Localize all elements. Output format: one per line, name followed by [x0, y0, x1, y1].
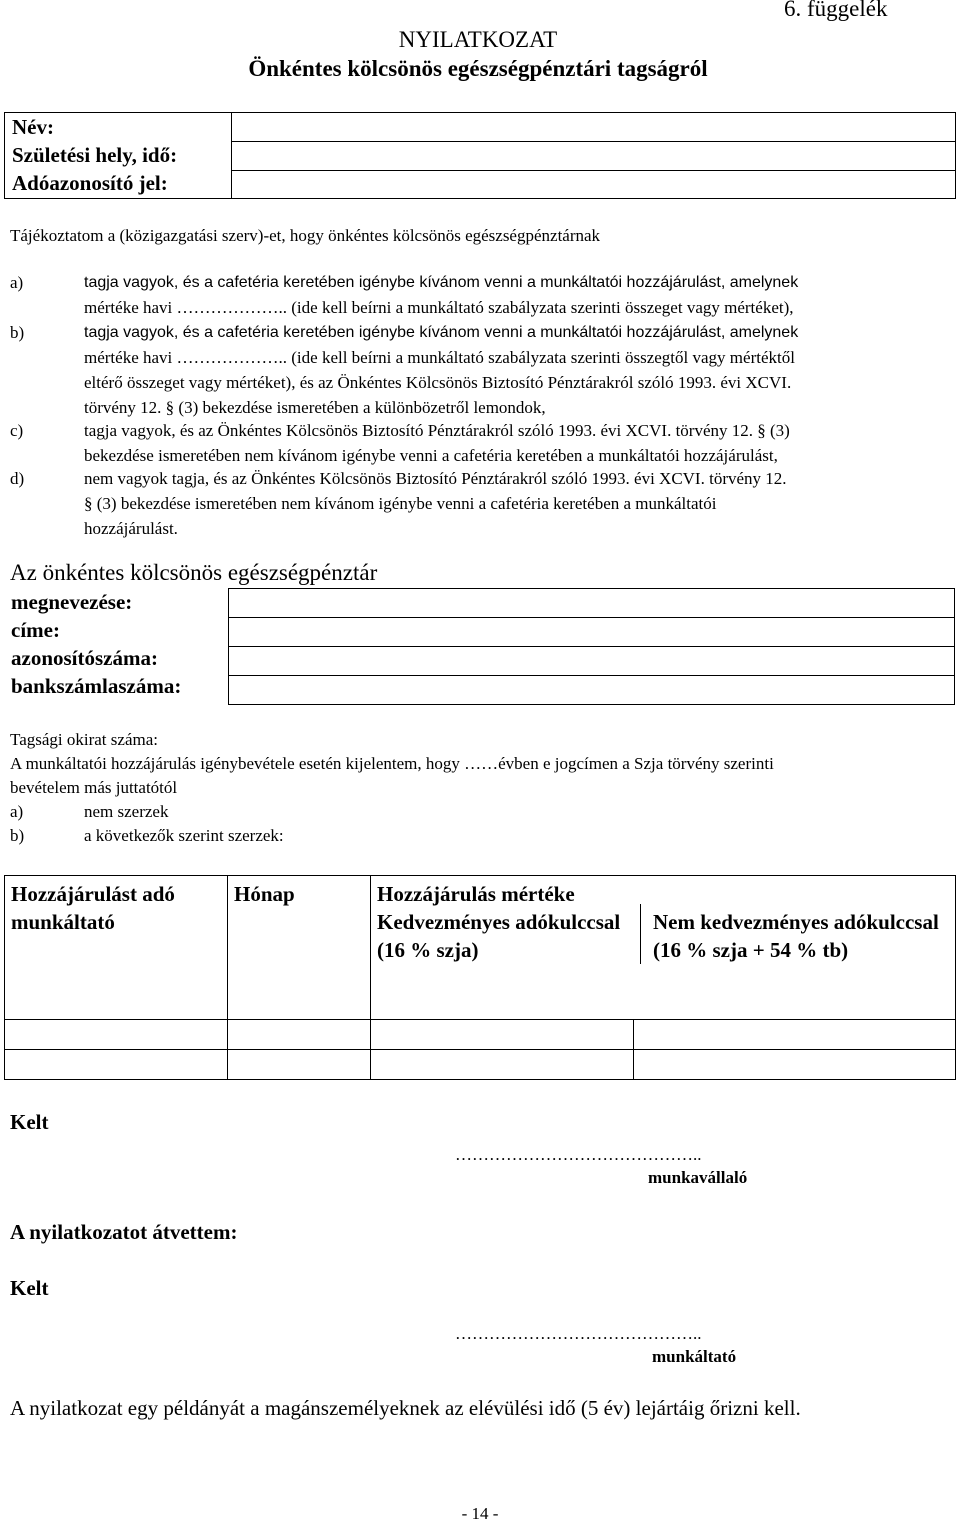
- birth-label-text: Születési hely, idő:: [12, 143, 178, 167]
- non-preferential-cell-2[interactable]: [634, 1050, 956, 1080]
- declaration-a-mark: a): [10, 802, 24, 821]
- employer-cell-1[interactable]: [5, 1020, 228, 1050]
- fund-address-label: címe:: [11, 618, 60, 642]
- fund-bank-field[interactable]: [229, 676, 955, 705]
- option-d-mark: d): [10, 469, 25, 488]
- declaration-b-mark: b): [10, 826, 25, 845]
- appendix-label: 6. függelék: [784, 0, 888, 21]
- retention-note: A nyilatkozat egy példányát a magánszemélyeknek az elévülési idő (5 év) lejártáig őrizni kell.: [10, 1396, 801, 1420]
- employee-role-label: munkavállaló: [648, 1168, 748, 1187]
- signature-line-employee: ……………………………………..: [455, 1145, 702, 1164]
- kelt-label-2: Kelt: [10, 1276, 49, 1300]
- signature-line-employer: ……………………………………..: [455, 1324, 702, 1343]
- personal-data-values[interactable]: [232, 113, 956, 199]
- fund-id-field[interactable]: [229, 647, 955, 676]
- option-c-text: [84, 418, 944, 468]
- personal-data-table: [4, 112, 956, 199]
- preferential-cell-1[interactable]: [371, 1020, 634, 1050]
- tax-id-label-text: Adóazonosító jel:: [12, 171, 168, 195]
- contribution-subheaders: [377, 908, 949, 964]
- fund-name-label: megnevezése:: [11, 590, 133, 614]
- intro-text: Tájékoztatom a (közigazgatási szerv)-et, hogy önkéntes kölcsönös egészségpénztárnak: [10, 226, 601, 245]
- option-d-line-1: nem vagyok tagja, és az Önkéntes Kölcsönös Biztosító Pénztárakról szóló 1993. évi XCVI. törvény 12.: [84, 469, 787, 488]
- name-label: [5, 113, 232, 199]
- name-field[interactable]: [232, 113, 955, 142]
- document-subtitle: Önkéntes kölcsönös egészségpénztári tagságról: [248, 56, 708, 81]
- fund-heading: Az önkéntes kölcsönös egészségpénztár: [10, 560, 378, 585]
- option-a-text: [84, 270, 944, 320]
- employer-role-label: munkáltató: [652, 1347, 737, 1366]
- fund-bank-label: bankszámlaszáma:: [11, 674, 182, 698]
- col-contribution-header: [371, 876, 956, 1020]
- fund-fields: [228, 588, 955, 705]
- fund-labels: [4, 588, 228, 700]
- option-d-text: [84, 466, 944, 541]
- fund-id-label: azonosítószáma:: [11, 646, 158, 670]
- birth-field[interactable]: [232, 142, 955, 171]
- kelt-label-1: Kelt: [10, 1110, 49, 1134]
- tax-id-field[interactable]: [232, 171, 955, 198]
- fund-name-field[interactable]: [229, 589, 955, 618]
- option-a-mark: a): [10, 273, 24, 292]
- declaration-a-text: nem szerzek: [84, 802, 169, 821]
- option-b-line-2: mértéke havi ……………….. (ide kell beírni a munkáltató szabályzata szerinti összegtől vagy mértéktől: [84, 348, 795, 367]
- name-label-text: Név:: [12, 115, 54, 139]
- declaration-b-text: a következők szerint szerzek:: [84, 826, 284, 845]
- membership-label: Tagsági okirat száma:: [10, 730, 158, 749]
- option-c-line-2: bekezdése ismeretében nem kívánom igénybe venni a cafetéria keretében a munkáltatói hozzájárulást,: [84, 446, 778, 465]
- page-number: - 14 -: [461, 1504, 499, 1523]
- month-cell-2[interactable]: [228, 1050, 371, 1080]
- non-preferential-cell-1[interactable]: [634, 1020, 956, 1050]
- employer-cell-2[interactable]: [5, 1050, 228, 1080]
- col-employer-header: Hozzájárulást adó munkáltató: [5, 876, 228, 1020]
- option-c-mark: c): [10, 421, 24, 440]
- option-b-text: [84, 320, 944, 420]
- option-d-line-3: hozzájárulást.: [84, 519, 178, 538]
- col-non-preferential-header: Nem kedvezményes adókulccsal (16 % szja + 54 % tb): [640, 904, 949, 964]
- col-preferential-header: Kedvezményes adókulccsal (16 % szja): [377, 910, 621, 962]
- option-b-line-3: eltérő összeget vagy mértéket), és az Önkéntes Kölcsönös Biztosító Pénztárakról szóló 1993. évi XCVI.: [84, 373, 792, 392]
- document-title: NYILATKOZAT: [398, 27, 558, 52]
- option-b-line-1: tagja vagyok, és a cafetéria keretében igénybe kívánom venni a munkáltatói hozzájárulást, amelynek: [84, 324, 799, 341]
- option-b-mark: b): [10, 323, 25, 342]
- declaration-line-1: A munkáltatói hozzájárulás igénybevétele esetén kijelentem, hogy ……évben e jogcímen a Szja törvény szerinti: [10, 754, 774, 773]
- preferential-cell-2[interactable]: [371, 1050, 634, 1080]
- declaration-line-2: bevételem más juttatótól: [10, 778, 178, 797]
- fund-address-field[interactable]: [229, 618, 955, 647]
- option-a-line-2: mértéke havi ……………….. (ide kell beírni a munkáltató szabályzata szerinti összeget vagy mértéket),: [84, 298, 794, 317]
- option-c-line-1: tagja vagyok, és az Önkéntes Kölcsönös Biztosító Pénztárakról szóló 1993. évi XCVI. törvény 12. § (3): [84, 421, 790, 440]
- option-a-line-1: tagja vagyok, és a cafetéria keretében igénybe kívánom venni a munkáltatói hozzájárulást, amelynek: [84, 274, 799, 291]
- month-cell-1[interactable]: [228, 1020, 371, 1050]
- received-label: A nyilatkozatot átvettem:: [10, 1220, 238, 1244]
- contribution-header-text: Hozzájárulás mértéke: [377, 882, 575, 906]
- contribution-table: [4, 875, 956, 1080]
- col-month-header: Hónap: [228, 876, 371, 1020]
- option-b-line-4: törvény 12. § (3) bekezdése ismeretében a különbözetről lemondok,: [84, 398, 546, 417]
- option-d-line-2: § (3) bekezdése ismeretében nem kívánom igénybe venni a cafetéria keretében a munkáltatói: [84, 494, 717, 513]
